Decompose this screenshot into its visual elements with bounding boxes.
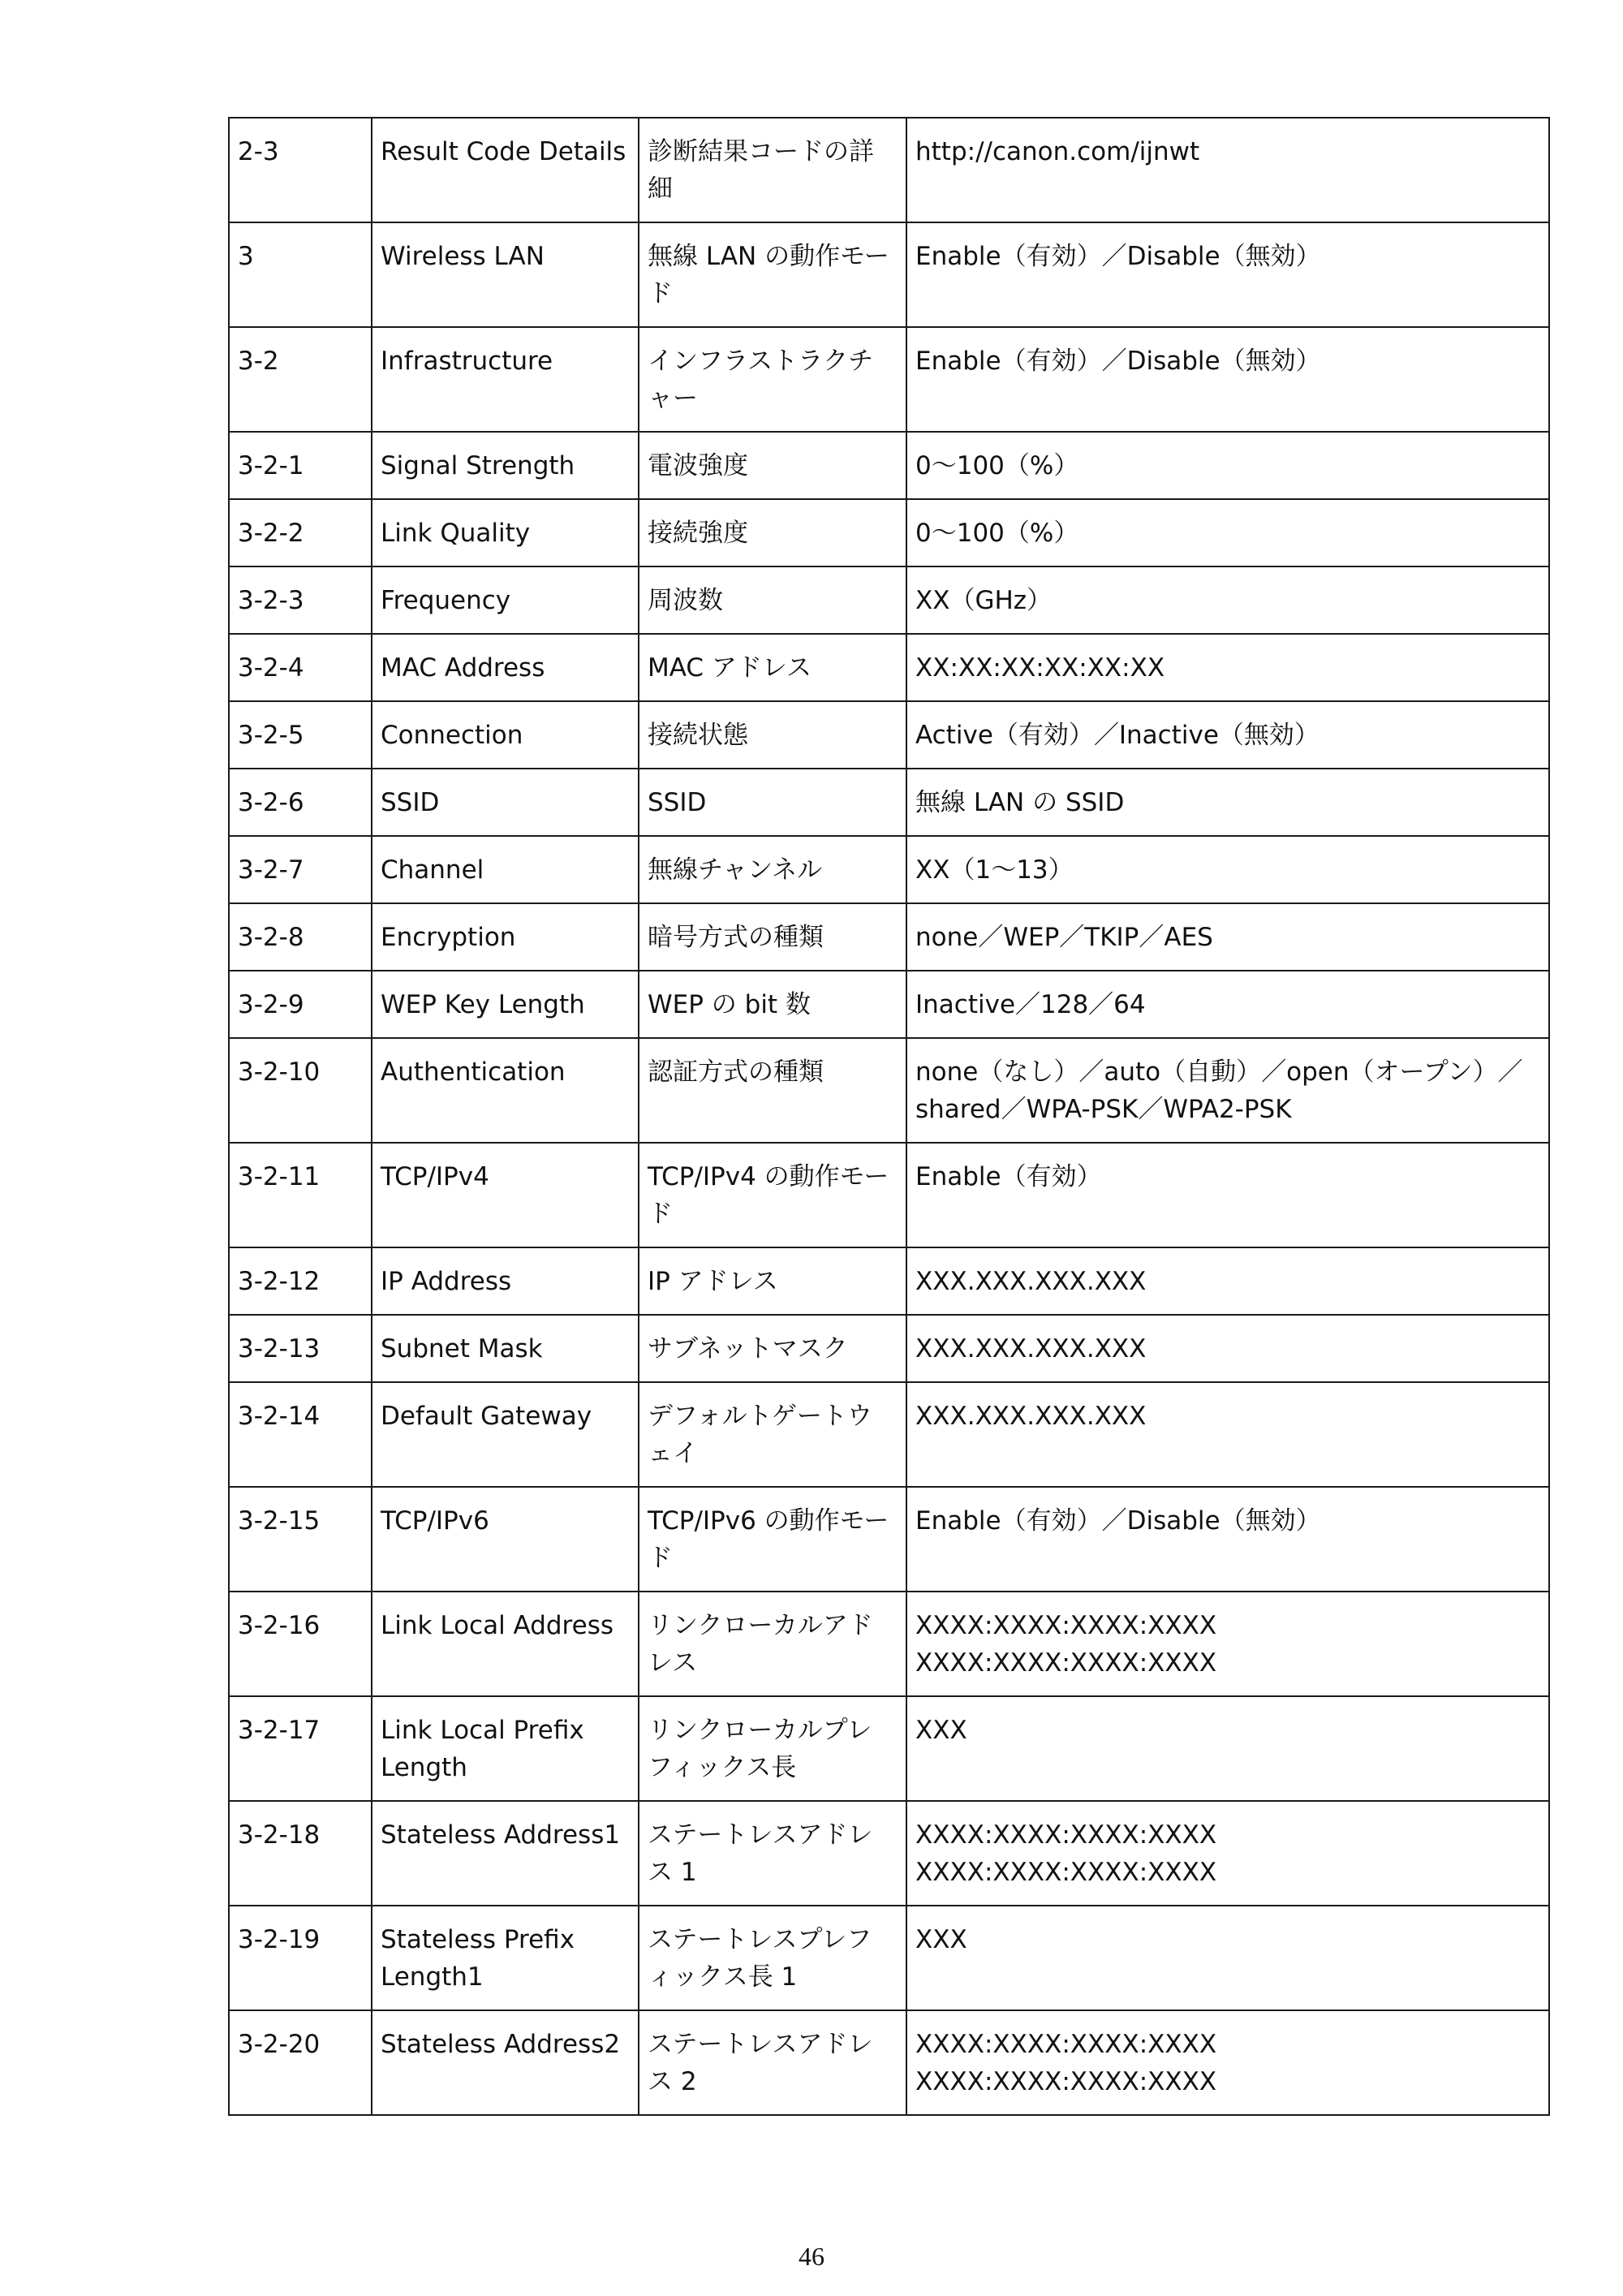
item-name-ja-cell <box>639 1382 906 1487</box>
item-value-line: XXX.XXX.XXX.XXX <box>915 1267 1147 1296</box>
item-value-cell <box>906 971 1549 1038</box>
item-name-ja-line: ステートレスアドレ <box>648 2030 873 2059</box>
table-row <box>229 499 1549 566</box>
item-name-en-line: Connection <box>381 721 523 750</box>
item-name-ja-cell <box>639 769 906 836</box>
item-value-line: XXX <box>915 1716 967 1745</box>
table-row <box>229 1801 1549 1906</box>
item-number-cell: 3-2-9 <box>229 971 372 1038</box>
item-name-en-line: TCP/IPv4 <box>381 1162 489 1191</box>
item-value-line: XXXX:XXXX:XXXX:XXXX <box>915 1611 1217 1640</box>
table-row <box>229 1487 1549 1592</box>
item-name-ja-line: MAC アドレス <box>648 653 812 683</box>
item-value-cell <box>906 1143 1549 1247</box>
table-row <box>229 1906 1549 2010</box>
item-name-ja-line: レス <box>648 1648 698 1678</box>
item-number-cell: 3-2-10 <box>229 1038 372 1143</box>
item-name-ja-line: インフラストラクチ <box>648 347 874 376</box>
item-value-line: Active（有効）／Inactive（無効） <box>915 721 1319 750</box>
item-value-line: none／WEP／TKIP／AES <box>915 923 1213 952</box>
item-value-line: shared／WPA-PSK／WPA2-PSK <box>915 1095 1292 1124</box>
item-name-en-line: Stateless Address1 <box>381 1820 621 1850</box>
item-name-en-cell <box>372 566 639 634</box>
item-name-en-line: MAC Address <box>381 653 545 683</box>
item-name-en-cell <box>372 1906 639 2010</box>
item-name-ja-cell <box>639 432 906 499</box>
item-name-ja-line: 無線 LAN の動作モー <box>648 242 889 271</box>
item-name-ja-cell <box>639 1143 906 1247</box>
item-name-ja-line: 診断結果コードの詳 <box>648 137 874 166</box>
item-value-cell <box>906 1247 1549 1315</box>
table-row <box>229 1382 1549 1487</box>
item-value-cell <box>906 327 1549 432</box>
item-name-ja-cell <box>639 327 906 432</box>
item-name-ja-cell <box>639 1247 906 1315</box>
item-name-ja-line: ド <box>648 1200 673 1229</box>
item-name-ja-cell <box>639 566 906 634</box>
item-name-en-line: Default Gateway <box>381 1402 592 1431</box>
item-value-cell <box>906 1906 1549 2010</box>
item-value-cell <box>906 836 1549 903</box>
item-name-ja-cell <box>639 1038 906 1143</box>
item-name-ja-line: リンクローカルプレ <box>648 1716 872 1745</box>
item-name-en-cell <box>372 1247 639 1315</box>
item-name-ja-line: ステートレスプレフ <box>648 1925 872 1954</box>
item-name-en-line: Length1 <box>381 1962 484 1992</box>
item-name-ja-cell <box>639 634 906 701</box>
table-row <box>229 432 1549 499</box>
item-number-cell: 3 <box>229 222 372 327</box>
item-value-line: Enable（有効）／Disable（無効） <box>915 242 1321 271</box>
item-name-ja-cell <box>639 903 906 971</box>
item-value-cell <box>906 1801 1549 1906</box>
item-name-ja-cell <box>639 2010 906 2115</box>
item-value-line: Enable（有効）／Disable（無効） <box>915 347 1321 376</box>
item-value-line: XXXX:XXXX:XXXX:XXXX <box>915 2030 1217 2059</box>
item-name-ja-cell <box>639 222 906 327</box>
table-row <box>229 1038 1549 1143</box>
item-name-en-line: Result Code Details <box>381 137 626 166</box>
item-name-ja-cell <box>639 1801 906 1906</box>
item-value-line: 無線 LAN の SSID <box>915 788 1125 817</box>
item-value-cell <box>906 1696 1549 1801</box>
item-name-ja-cell <box>639 1315 906 1382</box>
item-value-line: XX（1～13） <box>915 855 1074 885</box>
item-value-cell <box>906 566 1549 634</box>
item-name-en-line: IP Address <box>381 1267 512 1296</box>
item-name-en-cell <box>372 499 639 566</box>
item-name-en-cell <box>372 903 639 971</box>
item-value-line: XXX.XXX.XXX.XXX <box>915 1334 1147 1363</box>
item-name-en-cell <box>372 1315 639 1382</box>
table-row <box>229 1247 1549 1315</box>
item-value-cell <box>906 701 1549 769</box>
item-name-en-line: Subnet Mask <box>381 1334 543 1363</box>
item-number-cell: 3-2-4 <box>229 634 372 701</box>
item-name-en-line: Encryption <box>381 923 516 952</box>
item-name-en-line: Infrastructure <box>381 347 553 376</box>
item-name-en-line: WEP Key Length <box>381 990 585 1019</box>
item-name-ja-line: ス 2 <box>648 2067 697 2096</box>
item-value-cell <box>906 1315 1549 1382</box>
item-value-cell <box>906 903 1549 971</box>
table-row <box>229 1592 1549 1696</box>
item-name-ja-cell <box>639 1592 906 1696</box>
item-name-en-line: Link Quality <box>381 519 531 548</box>
item-value-line: 0～100（%） <box>915 451 1079 480</box>
item-name-ja-line: ステートレスアドレ <box>648 1820 873 1850</box>
item-number-cell: 3-2-17 <box>229 1696 372 1801</box>
item-name-en-cell <box>372 2010 639 2115</box>
item-name-ja-line: ス 1 <box>648 1858 697 1887</box>
item-name-ja-cell <box>639 836 906 903</box>
item-name-en-cell <box>372 327 639 432</box>
item-value-line: XX:XX:XX:XX:XX:XX <box>915 653 1165 683</box>
table-row <box>229 971 1549 1038</box>
item-value-line: XXX <box>915 1925 967 1954</box>
item-number-cell: 3-2 <box>229 327 372 432</box>
item-name-en-line: Frequency <box>381 586 511 615</box>
item-value-cell <box>906 118 1549 222</box>
item-name-ja-line: ド <box>648 279 673 308</box>
item-name-en-cell <box>372 836 639 903</box>
item-name-ja-line: 接続状態 <box>648 721 748 750</box>
item-number-cell: 3-2-15 <box>229 1487 372 1592</box>
item-name-ja-line: 周波数 <box>648 586 723 615</box>
item-value-cell <box>906 432 1549 499</box>
table-row <box>229 634 1549 701</box>
item-value-cell <box>906 1038 1549 1143</box>
table-row <box>229 1315 1549 1382</box>
item-name-en-cell <box>372 769 639 836</box>
item-name-ja-cell <box>639 1487 906 1592</box>
item-name-ja-line: 暗号方式の種類 <box>648 923 824 952</box>
item-number-cell: 3-2-14 <box>229 1382 372 1487</box>
item-name-ja-line: IP アドレス <box>648 1267 778 1296</box>
item-number-cell: 3-2-12 <box>229 1247 372 1315</box>
item-name-ja-line: TCP/IPv6 の動作モー <box>648 1506 889 1536</box>
item-value-cell <box>906 2010 1549 2115</box>
table-row <box>229 222 1549 327</box>
item-number-cell: 3-2-11 <box>229 1143 372 1247</box>
table-row <box>229 2010 1549 2115</box>
item-number-cell: 2-3 <box>229 118 372 222</box>
item-number-cell: 3-2-5 <box>229 701 372 769</box>
item-value-cell <box>906 222 1549 327</box>
item-value-line: none（なし）／auto（自動）／open（オープン）／ <box>915 1058 1523 1087</box>
item-value-cell <box>906 1487 1549 1592</box>
item-number-cell: 3-2-8 <box>229 903 372 971</box>
item-value-cell <box>906 634 1549 701</box>
item-number-cell: 3-2-2 <box>229 499 372 566</box>
item-name-ja-cell <box>639 1696 906 1801</box>
item-value-cell <box>906 1382 1549 1487</box>
table-row <box>229 769 1549 836</box>
item-name-en-line: Authentication <box>381 1058 566 1087</box>
item-name-ja-line: ド <box>648 1544 673 1573</box>
item-name-en-line: SSID <box>381 788 440 817</box>
item-name-en-cell <box>372 1696 639 1801</box>
table-row <box>229 836 1549 903</box>
table-row <box>229 327 1549 432</box>
item-name-ja-cell <box>639 701 906 769</box>
item-name-ja-line: SSID <box>648 788 707 817</box>
item-name-ja-line: リンクローカルアド <box>648 1611 873 1640</box>
item-name-ja-line: TCP/IPv4 の動作モー <box>648 1162 889 1191</box>
item-value-line: Enable（有効） <box>915 1162 1102 1191</box>
item-name-en-cell <box>372 634 639 701</box>
item-name-en-line: Channel <box>381 855 484 885</box>
item-name-ja-line: ィックス長 1 <box>648 1962 798 1992</box>
item-value-cell <box>906 769 1549 836</box>
item-number-cell: 3-2-13 <box>229 1315 372 1382</box>
item-name-en-cell <box>372 1038 639 1143</box>
item-name-ja-cell <box>639 971 906 1038</box>
item-value-line: Enable（有効）／Disable（無効） <box>915 1506 1321 1536</box>
item-name-en-line: Signal Strength <box>381 451 575 480</box>
table-row <box>229 701 1549 769</box>
item-name-en-cell <box>372 1592 639 1696</box>
item-name-ja-line: 電波強度 <box>648 451 748 480</box>
item-name-ja-line: 接続強度 <box>648 519 748 548</box>
item-name-en-line: Wireless LAN <box>381 242 545 271</box>
item-value-cell <box>906 1592 1549 1696</box>
item-name-ja-line: サブネットマスク <box>648 1334 848 1363</box>
item-number-cell: 3-2-19 <box>229 1906 372 2010</box>
item-name-en-line: Stateless Address2 <box>381 2030 621 2059</box>
item-name-ja-line: 認証方式の種類 <box>648 1058 824 1087</box>
item-name-en-cell <box>372 971 639 1038</box>
item-name-ja-line: デフォルトゲートウ <box>648 1402 872 1431</box>
item-number-cell: 3-2-6 <box>229 769 372 836</box>
item-value-line: XXXX:XXXX:XXXX:XXXX <box>915 1820 1217 1850</box>
page-number: 46 <box>799 2242 824 2271</box>
table-row <box>229 1696 1549 1801</box>
item-name-en-cell <box>372 222 639 327</box>
table-row <box>229 566 1549 634</box>
item-name-ja-line: 無線チャンネル <box>648 855 823 885</box>
item-value-line: 0～100（%） <box>915 519 1079 548</box>
item-name-en-line: Link Local Address <box>381 1611 613 1640</box>
item-name-ja-line: 細 <box>648 174 673 204</box>
item-name-en-cell <box>372 1487 639 1592</box>
item-name-ja-cell <box>639 1906 906 2010</box>
item-name-en-cell <box>372 1143 639 1247</box>
item-name-en-line: Link Local Prefix <box>381 1716 584 1745</box>
item-name-ja-line: フィックス長 <box>648 1753 797 1782</box>
item-number-cell: 3-2-1 <box>229 432 372 499</box>
item-number-cell: 3-2-16 <box>229 1592 372 1696</box>
table-row <box>229 118 1549 222</box>
settings-table <box>228 117 1550 2116</box>
item-value-line: http://canon.com/ijnwt <box>915 137 1200 166</box>
item-value-line: XXXX:XXXX:XXXX:XXXX <box>915 2067 1217 2096</box>
item-name-ja-line: ャー <box>648 384 698 413</box>
item-value-line: XXXX:XXXX:XXXX:XXXX <box>915 1648 1217 1678</box>
item-value-cell <box>906 499 1549 566</box>
item-name-en-cell <box>372 118 639 222</box>
item-name-en-line: TCP/IPv6 <box>381 1506 489 1536</box>
settings-table-body <box>229 118 1549 2115</box>
item-number-cell: 3-2-18 <box>229 1801 372 1906</box>
item-name-en-cell <box>372 1382 639 1487</box>
item-number-cell: 3-2-20 <box>229 2010 372 2115</box>
item-name-en-line: Stateless Prefix <box>381 1925 575 1954</box>
item-value-line: XXXX:XXXX:XXXX:XXXX <box>915 1858 1217 1887</box>
item-name-ja-cell <box>639 118 906 222</box>
table-row <box>229 1143 1549 1247</box>
item-number-cell: 3-2-3 <box>229 566 372 634</box>
item-number-cell: 3-2-7 <box>229 836 372 903</box>
item-name-en-cell <box>372 701 639 769</box>
item-name-en-line: Length <box>381 1753 467 1782</box>
table-row <box>229 903 1549 971</box>
item-value-line: XXX.XXX.XXX.XXX <box>915 1402 1147 1431</box>
item-value-line: Inactive／128／64 <box>915 990 1146 1019</box>
item-name-ja-line: WEP の bit 数 <box>648 990 811 1019</box>
item-name-en-cell <box>372 1801 639 1906</box>
item-value-line: XX（GHz） <box>915 586 1053 615</box>
item-name-ja-cell <box>639 499 906 566</box>
item-name-ja-line: ェイ <box>648 1439 698 1468</box>
item-name-en-cell <box>372 432 639 499</box>
